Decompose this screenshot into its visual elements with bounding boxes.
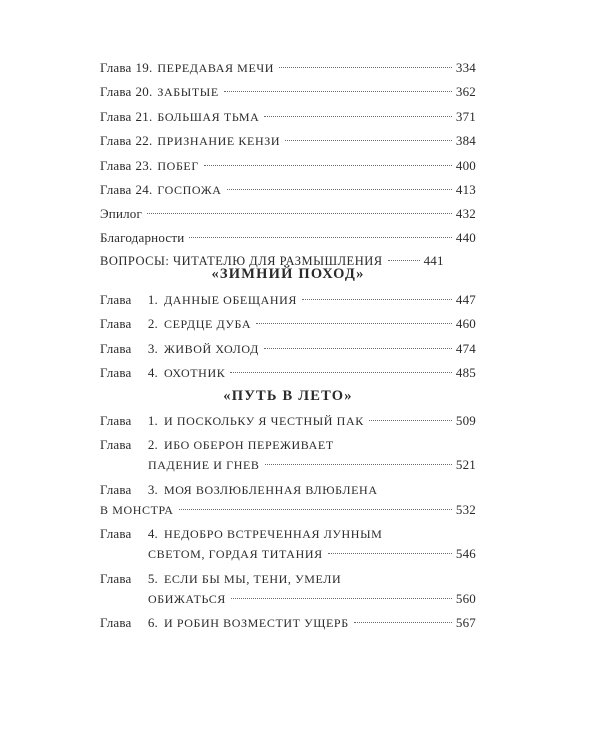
page-number: 362	[455, 84, 476, 100]
chapter-label: Глава	[100, 181, 132, 197]
chapter-title: СЕРДЦЕ ДУБА	[164, 317, 252, 332]
chapter-number: 4.	[147, 365, 158, 381]
toc-entry[interactable]	[100, 156, 476, 176]
chapter-title-continued: СВЕТОМ, ГОРДАЯ ТИТАНИЯ	[148, 547, 323, 562]
chapter-label: Глава	[100, 60, 132, 75]
leader-dots	[231, 598, 452, 599]
chapter-prefix	[100, 480, 164, 499]
chapter-number: 1.	[147, 413, 158, 428]
leader-dots	[230, 372, 452, 373]
leader-dots	[227, 189, 452, 190]
toc-entry[interactable]	[100, 363, 476, 383]
chapter-number: 3.	[147, 481, 158, 497]
chapter-title-continued: ПАДЕНИЕ И ГНЕВ	[148, 458, 260, 473]
page-number: 432	[455, 206, 476, 222]
chapter-title: И РОБИН ВОЗМЕСТИТ УЩЕРБ	[164, 615, 349, 630]
page-number: 400	[455, 157, 476, 173]
chapter-number: 2.	[147, 316, 158, 332]
toc-entry-epilogue[interactable]	[100, 204, 476, 223]
toc-entry-acknowledgements[interactable]	[100, 228, 476, 247]
page-number: 509	[455, 413, 476, 428]
chapter-label: Глава	[100, 340, 132, 356]
chapter-title-continued: В МОНСТРА	[100, 502, 174, 517]
toc-entry[interactable]	[100, 339, 476, 359]
entry-first-line	[100, 569, 476, 589]
chapter-number: 4.	[147, 526, 158, 542]
entry-title: Эпилог	[100, 206, 143, 222]
chapter-title-continued: ОБИЖАТЬСЯ	[148, 591, 226, 606]
chapter-title: ЗАБЫТЫЕ	[157, 85, 219, 100]
chapter-prefix	[100, 290, 164, 309]
leader-dots	[264, 348, 452, 349]
chapter-number: 24.	[135, 181, 153, 197]
chapter-prefix	[100, 82, 157, 101]
entry-second-line	[100, 544, 476, 564]
chapter-number: 20.	[135, 84, 153, 100]
page-number: 546	[455, 546, 476, 562]
leader-dots	[179, 509, 452, 510]
chapter-title: НЕДОБРО ВСТРЕЧЕННАЯ ЛУННЫМ	[164, 527, 383, 542]
chapter-title: ПОБЕГ	[157, 158, 199, 173]
chapter-label: Глава	[100, 84, 132, 100]
page-number: 413	[455, 181, 476, 197]
chapter-label: Глава	[100, 614, 132, 630]
toc-entry[interactable]	[100, 58, 476, 78]
leader-dots	[256, 323, 452, 324]
chapter-label: Глава	[100, 481, 132, 497]
page-number: 560	[455, 590, 476, 606]
toc-entry[interactable]	[100, 411, 476, 431]
chapter-number: 23.	[135, 157, 153, 173]
toc-entry[interactable]	[100, 613, 476, 633]
chapter-label: Глава	[100, 526, 132, 542]
chapter-prefix	[100, 435, 164, 454]
chapter-number: 3.	[147, 340, 158, 356]
chapter-number: 19.	[135, 60, 153, 75]
chapter-title: ИБО ОБЕРОН ПЕРЕЖИВАЕТ	[164, 438, 334, 453]
page-number: 474	[455, 340, 476, 356]
chapter-title: ОХОТНИК	[164, 366, 226, 381]
toc-top-list	[100, 58, 476, 276]
entry-second-line	[100, 589, 476, 609]
leader-dots	[328, 553, 452, 554]
page-number: 567	[455, 614, 476, 630]
section-heading: «ПУТЬ В ЛЕТО»	[223, 388, 353, 404]
toc-entry[interactable]	[100, 82, 476, 102]
chapter-number: 6.	[147, 614, 158, 630]
toc-section-list	[100, 290, 476, 388]
toc-entry[interactable]	[100, 569, 476, 609]
leader-dots	[147, 213, 452, 214]
chapter-label: Глава	[100, 108, 132, 124]
chapter-label: Глава	[100, 292, 132, 307]
toc-entry[interactable]	[100, 524, 476, 564]
chapter-title: ПЕРЕДАВАЯ МЕЧИ	[157, 61, 275, 75]
chapter-number: 22.	[135, 133, 153, 149]
leader-dots	[388, 260, 420, 261]
chapter-prefix	[100, 411, 164, 430]
chapter-title: ПРИЗНАНИЕ КЕНЗИ	[157, 134, 281, 149]
page-number: 485	[455, 365, 476, 381]
chapter-prefix	[100, 58, 157, 77]
chapter-title: БОЛЬШАЯ ТЬМА	[157, 109, 260, 124]
leader-dots	[279, 67, 452, 68]
leader-dots	[354, 622, 452, 623]
page-number: 440	[455, 229, 476, 245]
chapter-prefix	[100, 613, 164, 632]
chapter-number: 21.	[135, 108, 153, 124]
chapter-title: ДАННЫЕ ОБЕЩАНИЯ	[164, 293, 297, 307]
leader-dots	[302, 299, 452, 300]
entry-first-line	[100, 435, 476, 455]
chapter-prefix	[100, 107, 157, 126]
leader-dots	[285, 140, 452, 141]
toc-entry[interactable]	[100, 107, 476, 127]
chapter-number: 2.	[147, 437, 158, 453]
page-number: 441	[423, 253, 444, 269]
page-number: 447	[455, 292, 476, 307]
chapter-prefix	[100, 314, 164, 333]
chapter-title: ЖИВОЙ ХОЛОД	[164, 341, 259, 356]
toc-entry[interactable]	[100, 290, 476, 310]
page-number: 334	[455, 60, 476, 75]
chapter-label: Глава	[100, 157, 132, 173]
chapter-prefix	[100, 339, 164, 358]
chapter-title: МОЯ ВОЗЛЮБЛЕННАЯ ВЛЮБЛЕНА	[164, 482, 378, 497]
section-heading: «ЗИМНИЙ ПОХОД»	[211, 266, 365, 282]
chapter-prefix	[100, 569, 164, 588]
chapter-label: Глава	[100, 413, 132, 428]
page-number: 384	[455, 133, 476, 149]
toc-section-list	[100, 411, 476, 637]
chapter-number: 1.	[147, 292, 158, 307]
entry-second-line	[100, 455, 476, 475]
entry-first-line	[100, 524, 476, 544]
leader-dots	[189, 237, 452, 238]
page-number: 532	[455, 501, 476, 517]
leader-dots	[204, 165, 452, 166]
chapter-title: И ПОСКОЛЬКУ Я ЧЕСТНЫЙ ПАК	[164, 414, 364, 428]
toc-entry[interactable]	[100, 314, 476, 334]
leader-dots	[264, 116, 452, 117]
toc-entry[interactable]	[100, 180, 476, 200]
toc-entry[interactable]	[100, 480, 476, 520]
chapter-label: Глава	[100, 316, 132, 332]
entry-title: ВОПРОСЫ: ЧИТАТЕЛЮ ДЛЯ РАЗМЫШЛЕНИЯ	[100, 254, 383, 269]
leader-dots	[224, 91, 452, 92]
chapter-number: 5.	[147, 570, 158, 586]
page-number: 371	[455, 108, 476, 124]
entry-first-line	[100, 480, 476, 500]
entry-title: Благодарности	[100, 229, 185, 245]
entry-second-line	[100, 500, 476, 520]
chapter-title: ГОСПОЖА	[157, 182, 222, 197]
chapter-prefix	[100, 131, 157, 150]
chapter-prefix	[100, 363, 164, 382]
chapter-prefix	[100, 524, 164, 543]
leader-dots	[265, 464, 452, 465]
chapter-label: Глава	[100, 570, 132, 586]
leader-dots	[369, 420, 452, 421]
chapter-label: Глава	[100, 365, 132, 381]
chapter-prefix	[100, 180, 157, 199]
chapter-title: ЕСЛИ БЫ МЫ, ТЕНИ, УМЕЛИ	[164, 571, 342, 586]
chapter-prefix	[100, 156, 157, 175]
page-number: 460	[455, 316, 476, 332]
chapter-label: Глава	[100, 133, 132, 149]
chapter-label: Глава	[100, 437, 132, 453]
toc-entry[interactable]	[100, 435, 476, 475]
page-number: 521	[455, 457, 476, 473]
toc-entry[interactable]	[100, 131, 476, 151]
